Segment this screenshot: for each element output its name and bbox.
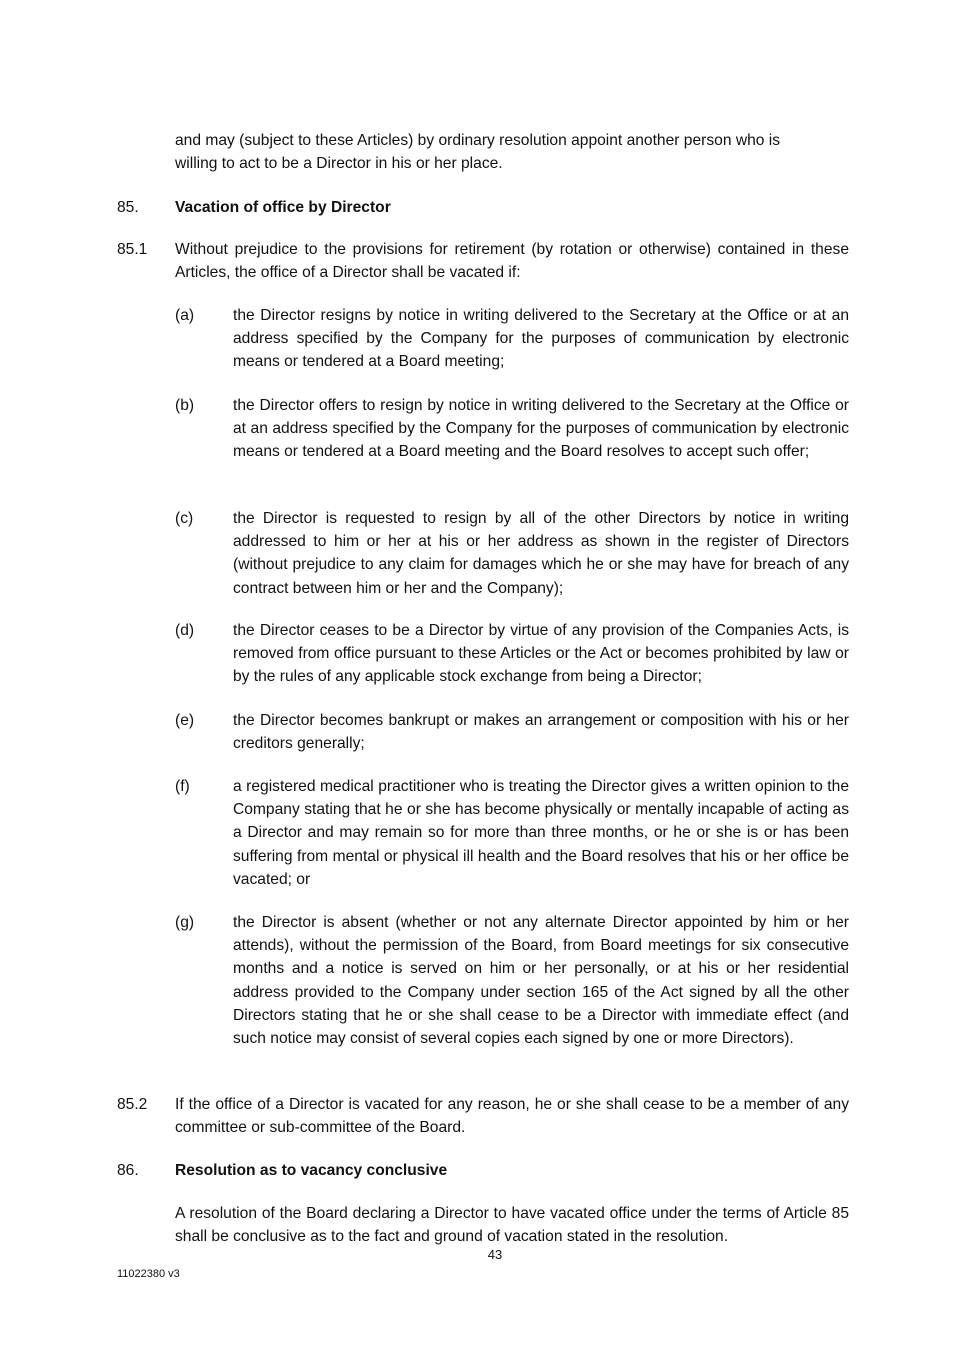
- item-f-label: (f): [175, 778, 190, 795]
- item-f-text: a registered medical practitioner who is treating the Director gives a written opinion to the Company stating that he or she has become physically or mentally incapable of acting as a Director and may remain so for more than three months, or he or she is or has been suffering from mental or physical ill health and the Board resolves that his or her office be vacated; or: [233, 778, 849, 888]
- article-85-heading: Vacation of office by Director: [175, 199, 391, 216]
- clause-85-2-number: 85.2: [117, 1096, 148, 1113]
- item-e-label: (e): [175, 712, 195, 729]
- clause-85-1-number: 85.1: [117, 241, 148, 258]
- page-number: 43: [487, 1247, 503, 1262]
- item-a-text: the Director resigns by notice in writing delivered to the Secretary at the Office or at an address specified by the Company for the purposes of communication by electronic means or tendered at a Board meeting;: [233, 307, 849, 371]
- item-g-label: (g): [175, 914, 195, 931]
- intro-line: willing to act to be a Director in his or her place.: [175, 155, 503, 173]
- article-86-number: 86.: [117, 1162, 139, 1179]
- item-e-text: the Director becomes bankrupt or makes an arrangement or composition with his or her creditors generally;: [233, 712, 849, 753]
- clause-85-2-text: If the office of a Director is vacated for any reason, he or she shall cease to be a member of any committee or sub-committee of the Board.: [175, 1096, 849, 1137]
- item-a-label: (a): [175, 307, 195, 324]
- article-85-number: 85.: [117, 199, 139, 216]
- intro-line: and may (subject to these Articles) by ordinary resolution appoint another person who is: [175, 132, 781, 149]
- intro-paragraph: [175, 129, 849, 175]
- item-b-text: the Director offers to resign by notice in writing delivered to the Secretary at the Office or at an address specified by the Company for the purposes of communication by electronic means or tendered at a Board meeting and the Board resolves to accept such offer;: [233, 397, 849, 461]
- clause-85-1-text: Without prejudice to the provisions for retirement (by rotation or otherwise) contained in these Articles, the office of a Director shall be vacated if:: [175, 241, 849, 282]
- article-86-heading: Resolution as to vacancy conclusive: [175, 1162, 448, 1179]
- item-c-label: (c): [175, 510, 194, 527]
- article-86-text: A resolution of the Board declaring a Director to have vacated office under the terms of Article 85 shall be conclusive as to the fact and ground of vacation stated in the resolution.: [175, 1205, 849, 1246]
- item-c-text: the Director is requested to resign by all of the other Directors by notice in writing addressed to him or her at his or her address as shown in the register of Directors (without prejudice to any claim for damages which he or she may have for breach of any contract between him or her and the Company);: [233, 510, 849, 597]
- item-d-text: the Director ceases to be a Director by virtue of any provision of the Companies Acts, is removed from office pursuant to these Articles or the Act or becomes prohibited by law or by the rules of any applicable stock exchange from being a Director;: [233, 622, 849, 686]
- item-g-text: the Director is absent (whether or not any alternate Director appointed by him or her attends), without the permission of the Board, from Board meetings for six consecutive months and a notice is served on him or her personally, or at his or her residential address provided to the Company under section 165 of the Act signed by all the other Directors stating that he or she shall cease to be a Director with immediate effect (and such notice may consist of several copies each signed by one or more Directors).: [233, 914, 849, 1048]
- document-reference: 11022380 v3: [117, 1268, 180, 1280]
- item-d-label: (d): [175, 622, 195, 639]
- item-b-label: (b): [175, 397, 195, 414]
